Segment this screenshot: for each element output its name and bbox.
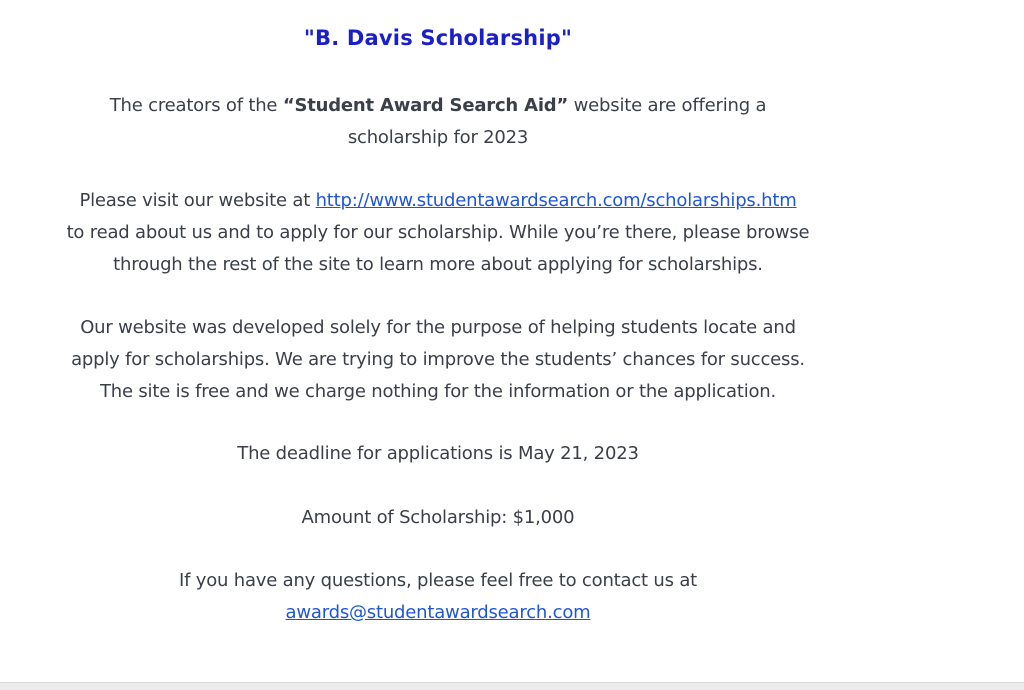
intro-text-before: The creators of the [109,95,283,116]
visit-text-line2: to read about us and to apply for our scholarship. While you’re there, please browse [66,222,810,243]
purpose-text-line1: Our website was developed solely for the purpose of helping students locate and [80,317,796,338]
site-name: “Student Award Search Aid” [282,95,569,116]
intro-paragraph [0,90,876,154]
deadline-text: The deadline for applications is May 21, 2023 [237,443,639,464]
intro-text-after: website are offering a [568,95,767,116]
contact-paragraph [0,565,876,629]
visit-text-before: Please visit our website at [79,190,316,211]
contact-email-link[interactable]: awards@studentawardsearch.com [285,602,591,623]
purpose-text-line2: apply for scholarships. We are trying to improve the students’ chances for success. [71,349,805,370]
purpose-text-line3: The site is free and we charge nothing for the information or the application. [99,381,777,402]
amount-text: Amount of Scholarship: $1,000 [301,507,575,528]
intro-text-line2: scholarship for 2023 [347,127,529,148]
visit-paragraph [0,185,876,281]
scholarships-link[interactable]: http://www.studentawardsearch.com/scholarships.htm [315,190,797,211]
document-title: "B. Davis Scholarship" [303,26,573,50]
contact-text: If you have any questions, please feel free to contact us at [178,570,698,591]
purpose-paragraph [0,312,876,408]
visit-text-line3: through the rest of the site to learn more about applying for scholarships. [113,254,763,275]
